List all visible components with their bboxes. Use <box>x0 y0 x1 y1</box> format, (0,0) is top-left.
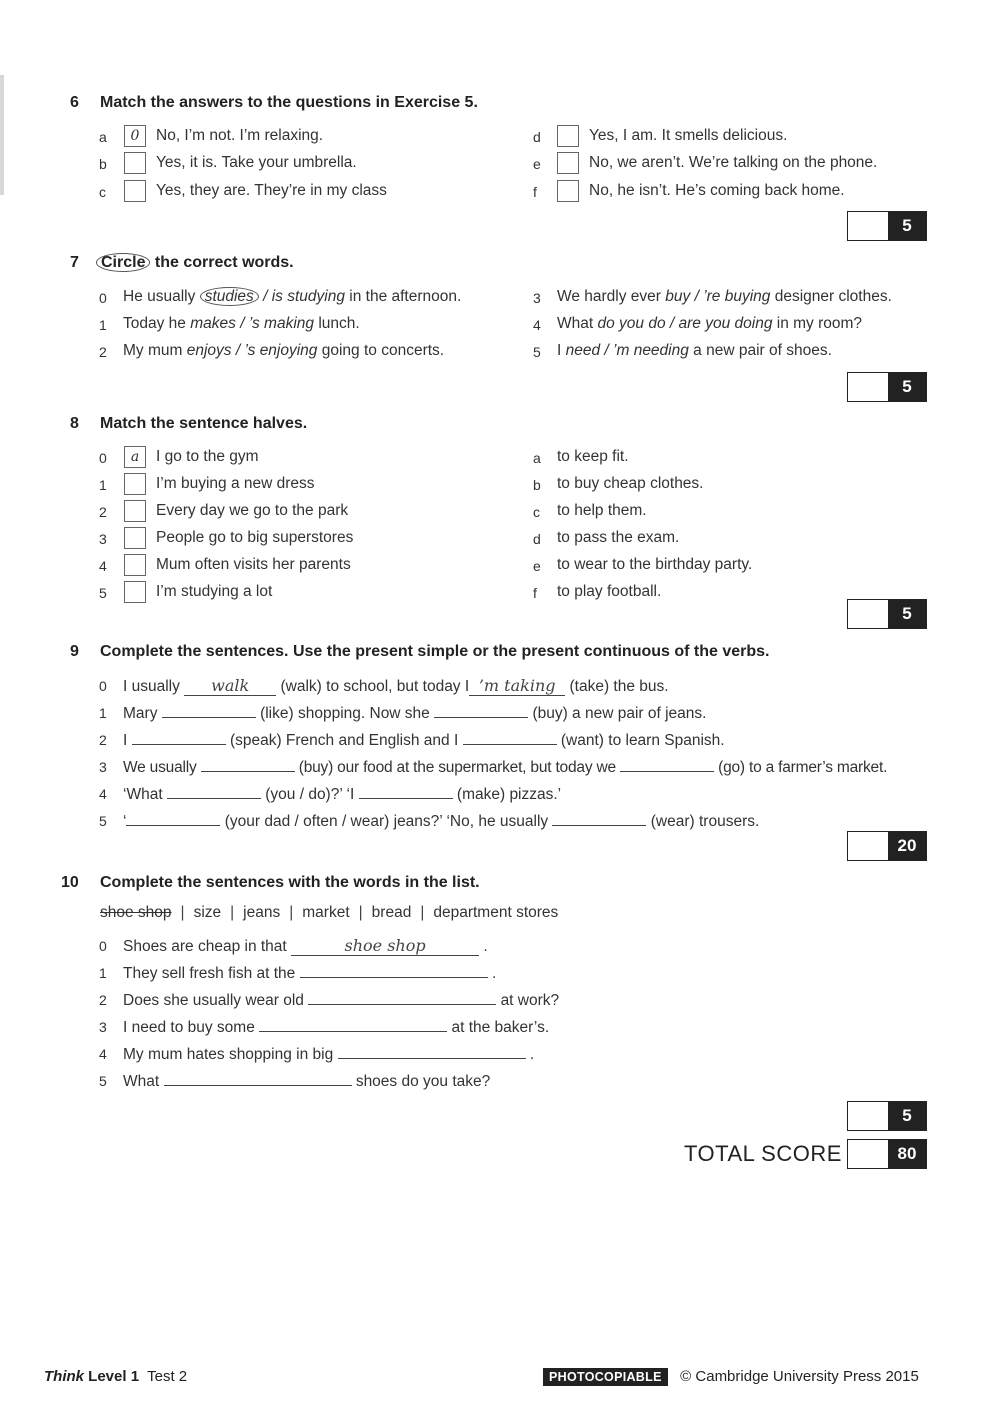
ex8-num-3: 3 <box>99 531 107 547</box>
exercise-10-number: 10 <box>61 874 79 891</box>
ex10-sentence-2 <box>123 990 559 1010</box>
ex9-part-b-2: (speak) French and English and I <box>229 732 459 749</box>
ex9-part-a-4: ‘What <box>123 786 163 803</box>
exercise-6-number: 6 <box>70 94 79 111</box>
ex9-num-5: 5 <box>99 813 107 829</box>
ex7-pre-0: He usually <box>123 288 196 305</box>
word-list-item: size <box>193 904 222 921</box>
footer-right <box>543 1368 919 1386</box>
total-score-value: 80 <box>888 1140 926 1168</box>
ex8-left-text-4: Mum often visits her parents <box>156 556 351 573</box>
footer-level: Level 1 <box>88 1368 140 1385</box>
ex9-blank2-5[interactable] <box>552 811 646 826</box>
ex10-part-b-5: shoes do you take? <box>355 1073 491 1090</box>
ex9-blank1-5[interactable] <box>126 811 220 826</box>
ex7-post-3: designer clothes. <box>774 288 892 305</box>
ex7-num-0: 0 <box>99 290 107 306</box>
ex9-blank2-2[interactable] <box>463 730 557 745</box>
ex9-part-a-5: ‘ <box>123 813 127 830</box>
ex6-label-f: f <box>533 184 537 200</box>
ex8-right-text-c: to help them. <box>557 502 647 519</box>
ex7-sentence-2 <box>123 342 444 360</box>
instruction-circle-word: Circle <box>96 253 150 272</box>
ex8-score-value: 5 <box>888 600 926 628</box>
ex9-num-0: 0 <box>99 678 107 694</box>
ex7-sentence-4 <box>557 315 862 333</box>
ex9-sentence-0 <box>123 676 669 696</box>
ex10-num-5: 5 <box>99 1073 107 1089</box>
exercise-7-number: 7 <box>70 254 79 271</box>
ex10-blank-2[interactable] <box>308 990 496 1005</box>
ex10-fill-0[interactable]: shoe shop <box>291 936 479 956</box>
ex7-num-1: 1 <box>99 317 107 333</box>
ex6-answer-box-e[interactable] <box>557 152 579 174</box>
ex7-sentence-0 <box>123 288 461 306</box>
ex7-pre-3: We hardly ever <box>557 288 661 305</box>
word-list-item: department stores <box>433 904 559 921</box>
ex6-label-d: d <box>533 129 541 145</box>
ex10-num-1: 1 <box>99 965 107 981</box>
ex7-pre-1: Today he <box>123 315 186 332</box>
ex7-option1-1[interactable]: makes <box>190 315 236 332</box>
ex7-option1-2[interactable]: enjoys <box>186 342 232 359</box>
ex7-option2-2[interactable]: ’s enjoying <box>244 342 318 359</box>
word-list-item: bread <box>371 904 412 921</box>
ex9-fill1-0[interactable]: walk <box>184 676 276 696</box>
ex6-answer-box-f[interactable] <box>557 180 579 202</box>
footer-title <box>44 1368 187 1385</box>
ex7-slash-1: / <box>235 315 249 332</box>
ex10-word-list <box>100 904 558 922</box>
ex9-sentence-3 <box>123 757 887 777</box>
ex10-part-b-4: . <box>529 1046 535 1063</box>
ex7-pre-2: My mum <box>123 342 183 359</box>
ex9-num-4: 4 <box>99 786 107 802</box>
word-list-separator: | <box>358 904 363 921</box>
ex9-part-a-0: I usually <box>123 678 180 695</box>
ex9-num-3: 3 <box>99 759 107 775</box>
ex10-part-a-0: Shoes are cheap in that <box>123 938 287 955</box>
ex8-num-4: 4 <box>99 558 107 574</box>
ex9-blank1-4[interactable] <box>167 784 261 799</box>
ex10-part-b-1: . <box>491 965 497 982</box>
word-list-separator: | <box>289 904 294 921</box>
exercise-9-instruction: Complete the sentences. Use the present simple or the present continuous of the verbs. <box>100 643 770 660</box>
word-list-item: jeans <box>243 904 281 921</box>
footer-brand: Think <box>44 1368 84 1385</box>
ex7-option2-3[interactable]: ’re buying <box>703 288 771 305</box>
ex7-option1-0[interactable]: studies <box>200 287 259 306</box>
ex8-score-box[interactable] <box>847 599 927 629</box>
ex8-num-0: 0 <box>99 450 107 466</box>
ex9-blank1-2[interactable] <box>132 730 226 745</box>
ex7-num-3: 3 <box>533 290 541 306</box>
ex10-sentence-1 <box>123 963 496 983</box>
ex9-part-a-1: Mary <box>123 705 158 722</box>
ex8-right-label-b: b <box>533 477 541 493</box>
ex7-slash-2: / <box>231 342 245 359</box>
exercise-9-number: 9 <box>70 643 79 660</box>
ex8-left-text-1: I’m buying a new dress <box>156 475 315 492</box>
ex7-post-1: lunch. <box>318 315 360 332</box>
ex6-score-box[interactable] <box>847 211 927 241</box>
ex9-part-c-4: (make) pizzas.’ <box>456 786 562 803</box>
ex8-left-text-2: Every day we go to the park <box>156 502 349 519</box>
ex10-score-box[interactable] <box>847 1101 927 1131</box>
ex10-part-b-3: at the baker’s. <box>451 1019 550 1036</box>
instruction-rest: the correct words. <box>154 254 294 271</box>
ex10-num-4: 4 <box>99 1046 107 1062</box>
ex9-part-c-5: (wear) trousers. <box>650 813 760 830</box>
ex8-answer-box-1[interactable] <box>124 473 146 495</box>
page-edge-mark <box>0 75 4 195</box>
ex8-right-text-b: to buy cheap clothes. <box>557 475 704 492</box>
word-list-item: shoe shop <box>100 904 172 921</box>
ex6-label-b: b <box>99 156 107 172</box>
ex10-blank-4[interactable] <box>338 1044 526 1059</box>
ex9-blank1-3[interactable] <box>201 757 295 772</box>
ex8-right-text-d: to pass the exam. <box>557 529 680 546</box>
ex7-option1-3[interactable]: buy <box>665 288 691 305</box>
ex8-right-label-e: e <box>533 558 541 574</box>
ex8-answer-box-3[interactable] <box>124 527 146 549</box>
total-score-label: TOTAL SCORE <box>684 1141 842 1166</box>
exercise-10-instruction: Complete the sentences with the words in the list. <box>100 874 480 891</box>
ex8-num-2: 2 <box>99 504 107 520</box>
ex9-part-b-0: (walk) to school, but today I <box>280 678 470 695</box>
ex8-answer-box-0[interactable]: a <box>124 446 146 468</box>
ex9-num-1: 1 <box>99 705 107 721</box>
exercise-6-instruction: Match the answers to the questions in Exercise 5. <box>100 94 478 111</box>
ex8-answer-box-4[interactable] <box>124 554 146 576</box>
footer-test: Test 2 <box>147 1368 188 1385</box>
ex7-post-4: in my room? <box>776 315 863 332</box>
ex6-text-f: No, he isn’t. He’s coming back home. <box>589 182 845 199</box>
ex7-sentence-3 <box>557 288 892 306</box>
ex10-sentence-3 <box>123 1017 549 1037</box>
ex6-text-e: No, we aren’t. We’re talking on the phone. <box>589 154 878 171</box>
ex7-pre-5: I <box>557 342 562 359</box>
ex8-right-label-d: d <box>533 531 541 547</box>
ex6-answer-box-d[interactable] <box>557 125 579 147</box>
ex7-score-box[interactable] <box>847 372 927 402</box>
ex7-post-2: going to concerts. <box>321 342 445 359</box>
ex9-sentence-2 <box>123 730 725 750</box>
ex7-option2-0[interactable]: is studying <box>271 288 345 305</box>
ex6-text-d: Yes, I am. It smells delicious. <box>589 127 788 144</box>
ex10-blank-5[interactable] <box>164 1071 352 1086</box>
ex6-text-b: Yes, it is. Take your umbrella. <box>156 154 357 171</box>
exercise-7-instruction <box>96 254 294 272</box>
ex10-score-value: 5 <box>888 1102 926 1130</box>
ex6-text-a: No, I’m not. I’m relaxing. <box>156 127 324 144</box>
word-list-separator: | <box>230 904 235 921</box>
ex10-part-b-2: at work? <box>500 992 560 1009</box>
ex9-sentence-1 <box>123 703 706 723</box>
ex10-blank-1[interactable] <box>300 963 488 978</box>
ex8-right-label-a: a <box>533 450 541 466</box>
ex7-num-2: 2 <box>99 344 107 360</box>
ex7-slash-0: / <box>258 288 272 305</box>
ex9-part-b-4: (you / do)?’ ‘I <box>265 786 355 803</box>
ex10-part-a-2: Does she usually wear old <box>123 992 304 1009</box>
word-list-item: market <box>302 904 350 921</box>
ex7-num-4: 4 <box>533 317 541 333</box>
ex7-slash-5: / <box>600 342 614 359</box>
ex9-blank1-1[interactable] <box>162 703 256 718</box>
ex6-label-c: c <box>99 184 106 200</box>
ex6-text-c: Yes, they are. They’re in my class <box>156 182 387 199</box>
ex10-sentence-0 <box>123 936 488 956</box>
ex9-part-b-5: (your dad / often / wear) jeans?’ ‘No, he usually <box>224 813 549 830</box>
ex9-part-c-0: (take) the bus. <box>569 678 669 695</box>
ex9-score-value: 20 <box>888 832 926 860</box>
ex7-slash-4: / <box>665 315 679 332</box>
photocopiable-badge: PHOTOCOPIABLE <box>543 1368 668 1386</box>
ex7-sentence-1 <box>123 315 360 333</box>
total-score-box[interactable] <box>847 1139 927 1169</box>
ex8-left-text-3: People go to big superstores <box>156 529 354 546</box>
ex10-part-b-0: . <box>483 938 488 955</box>
exercise-8-number: 8 <box>70 415 79 432</box>
ex9-blank2-4[interactable] <box>359 784 453 799</box>
ex6-label-e: e <box>533 156 541 172</box>
ex9-part-a-3: We usually <box>123 759 197 776</box>
ex6-score-value: 5 <box>888 212 926 240</box>
ex8-answer-box-5[interactable] <box>124 581 146 603</box>
ex8-right-label-f: f <box>533 585 537 601</box>
ex10-part-a-3: I need to buy some <box>123 1019 255 1036</box>
ex6-answer-box-a[interactable]: 0 <box>124 125 146 147</box>
ex7-pre-4: What <box>557 315 594 332</box>
ex9-part-b-1: (like) shopping. Now she <box>260 705 430 722</box>
copyright-text: © Cambridge University Press 2015 <box>680 1368 919 1385</box>
ex9-sentence-5 <box>123 811 759 831</box>
ex10-sentence-4 <box>123 1044 534 1064</box>
ex7-option1-4[interactable]: do you do <box>597 315 666 332</box>
ex6-answer-box-c[interactable] <box>124 180 146 202</box>
ex10-num-2: 2 <box>99 992 107 1008</box>
ex8-right-text-e: to wear to the birthday party. <box>557 556 753 573</box>
ex10-part-a-4: My mum hates shopping in big <box>123 1046 334 1063</box>
ex7-num-5: 5 <box>533 344 541 360</box>
ex7-option2-4[interactable]: are you doing <box>678 315 773 332</box>
ex9-fill2-0[interactable]: ’m taking <box>469 676 565 696</box>
ex7-option2-5[interactable]: ’m needing <box>613 342 689 359</box>
ex8-num-5: 5 <box>99 585 107 601</box>
ex8-right-text-f: to play football. <box>557 583 662 600</box>
ex9-part-b-3: (buy) our food at the supermarket, but today we <box>298 759 616 776</box>
ex8-answer-box-2[interactable] <box>124 500 146 522</box>
ex10-part-a-5: What <box>123 1073 160 1090</box>
ex8-right-label-c: c <box>533 504 540 520</box>
word-list-separator: | <box>180 904 185 921</box>
ex9-part-c-2: (want) to learn Spanish. <box>560 732 725 749</box>
ex8-right-text-a: to keep fit. <box>557 448 629 465</box>
ex8-left-text-0: I go to the gym <box>156 448 259 465</box>
ex9-sentence-4 <box>123 784 561 804</box>
ex7-slash-3: / <box>690 288 704 305</box>
ex7-option2-1[interactable]: ’s making <box>248 315 314 332</box>
ex7-score-value: 5 <box>888 373 926 401</box>
ex10-num-3: 3 <box>99 1019 107 1035</box>
ex7-post-0: in the afternoon. <box>349 288 462 305</box>
word-list-separator: | <box>420 904 425 921</box>
ex6-answer-box-b[interactable] <box>124 152 146 174</box>
ex9-part-c-1: (buy) a new pair of jeans. <box>532 705 707 722</box>
ex9-num-2: 2 <box>99 732 107 748</box>
exercise-8-instruction: Match the sentence halves. <box>100 415 308 432</box>
ex9-part-c-3: (go) to a farmer’s market. <box>718 759 888 776</box>
ex10-blank-3[interactable] <box>259 1017 447 1032</box>
ex7-sentence-5 <box>557 342 832 360</box>
ex10-part-a-1: They sell fresh fish at the <box>123 965 296 982</box>
ex7-post-5: a new pair of shoes. <box>693 342 832 359</box>
ex9-part-a-2: I <box>123 732 128 749</box>
ex9-blank2-3[interactable] <box>620 757 714 772</box>
ex10-num-0: 0 <box>99 938 107 954</box>
ex10-sentence-5 <box>123 1071 490 1091</box>
ex6-label-a: a <box>99 129 107 145</box>
ex8-num-1: 1 <box>99 477 107 493</box>
ex7-option1-5[interactable]: need <box>565 342 601 359</box>
ex9-score-box[interactable] <box>847 831 927 861</box>
ex9-blank2-1[interactable] <box>434 703 528 718</box>
ex8-left-text-5: I’m studying a lot <box>156 583 273 600</box>
